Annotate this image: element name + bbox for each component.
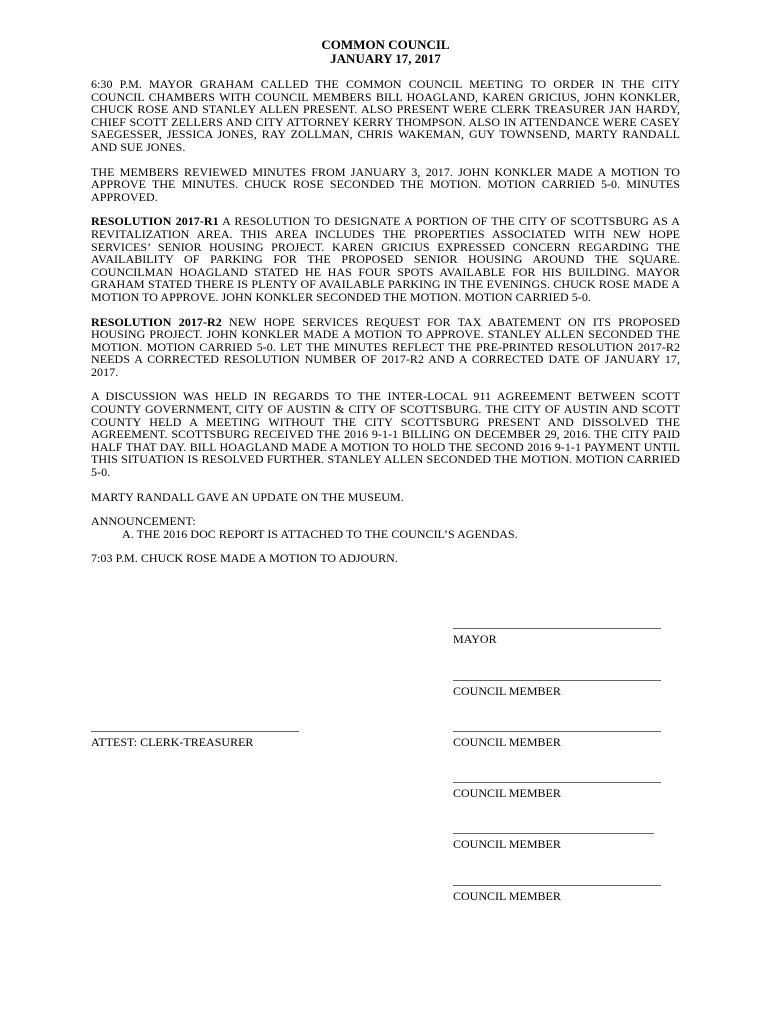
resolution-r2-text: NEW HOPE SERVICES REQUEST FOR TAX ABATEMENT ON ITS PROPOSED HOUSING PROJECT. JOHN KONKLER MADE A MOTION TO APPROVE. STANLEY ALLEN SECONDED THE MOTION. MOTION CARRIED 5-0. LET THE MINUTES REFLECT THE PRE-PRINTED RESOLUTION 2017-R2 NEEDS A CORRECTED RESOLUTION NUMBER OF 2017-R2 AND A CORRECTED DATE OF JANUARY 17, 2017.: [91, 314, 680, 379]
call-to-order-paragraph: 6:30 P.M. MAYOR GRAHAM CALLED THE COMMON COUNCIL MEETING TO ORDER IN THE CITY COUNCIL CHAMBERS WITH COUNCIL MEMBERS BILL HOAGLAND, KAREN GRICIUS, JOHN KONKLER, CHUCK ROSE AND STANLEY ALLEN PRESENT. ALSO PRESENT WERE CLERK TREASURER JAN HARDY, CHIEF SCOTT ZELLERS AND CITY ATTORNEY KERRY THOMPSON. ALSO IN ATTENDANCE WERE CASEY SAEGESSER, JESSICA JONES, RAY ZOLLMAN, CHRIS WAKEMAN, GUY TOWNSEND, MARTY RANDALL AND SUE JONES.: [91, 77, 680, 154]
signature-label-council-2: COUNCIL MEMBER: [453, 735, 561, 749]
announcement-label: ANNOUNCEMENT:: [91, 514, 196, 529]
interlocal-911-paragraph: A DISCUSSION WAS HELD IN REGARDS TO THE INTER-LOCAL 911 AGREEMENT BETWEEN SCOTT COUNTY GOVERNMENT, CITY OF AUSTIN & CITY OF SCOTTSBURG. THE CITY OF AUSTIN AND SCOTT COUNTY HELD A MEETING WITHOUT THE CITY SCOTTSBURG PRESENT AND DISSOLVED THE AGREEMENT. SCOTTSBURG RECEIVED THE 2016 9-1-1 BILLING ON DECEMBER 29, 2016. THE CITY PAID HALF THAT DAY. BILL HOAGLAND MADE A MOTION TO HOLD THE SECOND 2016 9-1-1 PAYMENT UNTIL THIS SITUATION IS RESOLVED FURTHER. STANLEY ALLEN SECONDED THE MOTION. MOTION CARRIED 5-0.: [91, 389, 680, 480]
signature-line: [453, 885, 661, 886]
museum-update-paragraph: MARTY RANDALL GAVE AN UPDATE ON THE MUSEUM.: [91, 489, 404, 504]
signature-line: [453, 680, 661, 681]
minutes-review-paragraph: THE MEMBERS REVIEWED MINUTES FROM JANUARY 3, 2017. JOHN KONKLER MADE A MOTION TO APPROVE THE MINUTES. CHUCK ROSE SECONDED THE MOTION. MOTION CARRIED 5-0. MINUTES APPROVED.: [91, 164, 680, 204]
signature-line: [453, 782, 661, 783]
signature-block-attest: [91, 731, 299, 749]
signature-block-council-5: [453, 885, 661, 903]
minutes-document: [91, 38, 680, 565]
signature-line: [453, 731, 661, 732]
signature-block-council-3: [453, 782, 661, 800]
resolution-r1-label: RESOLUTION 2017-R1: [91, 214, 219, 229]
signature-label-council-4: COUNCIL MEMBER: [453, 837, 561, 851]
announcement-item: A. THE 2016 DOC REPORT IS ATTACHED TO THE COUNCIL’S AGENDAS.: [122, 526, 518, 541]
signature-block-council-2: [453, 731, 661, 749]
resolution-r1-paragraph: [91, 215, 680, 303]
signature-label-council-5: COUNCIL MEMBER: [453, 889, 561, 903]
signature-block-mayor: [453, 628, 661, 646]
signature-block-council-4: [453, 833, 654, 851]
resolution-r2-paragraph: [91, 316, 680, 379]
resolution-r1-text: A RESOLUTION TO DESIGNATE A PORTION OF THE CITY OF SCOTTSBURG AS A REVITALIZATION AREA. THIS AREA INCLUDES THE PROPERTIES ASSOCIATED WITH NEW HOPE SERVICES’ SENIOR HOUSING PROJECT. KAREN GRICIUS EXPRESSED CONCERN REGARDING THE AVAILABILITY OF PARKING FOR THE PROPOSED SENIOR HOUSING AROUND THE SQUARE. COUNCILMAN HOAGLAND STATED HE HAS FOUR SPOTS AVAILABLE FOR HIS BUILDING. MAYOR GRAHAM STATED THERE IS PLENTY OF AVAILABLE PARKING IN THE EVENINGS. CHUCK ROSE MADE A MOTION TO APPROVE. JOHN KONKLER SECONDED THE MOTION. MOTION CARRIED 5-0.: [91, 214, 680, 304]
signature-line: [453, 833, 654, 834]
resolution-r2-label: RESOLUTION 2017-R2: [91, 314, 222, 329]
document-date: JANUARY 17, 2017: [330, 51, 441, 66]
signature-label-council-3: COUNCIL MEMBER: [453, 786, 561, 800]
signature-label-attest: ATTEST: CLERK-TREASURER: [91, 735, 254, 749]
signature-label-mayor: MAYOR: [453, 632, 497, 646]
signature-line: [453, 628, 661, 629]
signature-label-council-1: COUNCIL MEMBER: [453, 684, 561, 698]
document-title: COMMON COUNCIL: [321, 37, 450, 52]
signature-line: [91, 731, 299, 732]
signature-block-council-1: [453, 680, 661, 698]
adjourn-paragraph: 7:03 P.M. CHUCK ROSE MADE A MOTION TO ADJOURN.: [91, 551, 398, 566]
